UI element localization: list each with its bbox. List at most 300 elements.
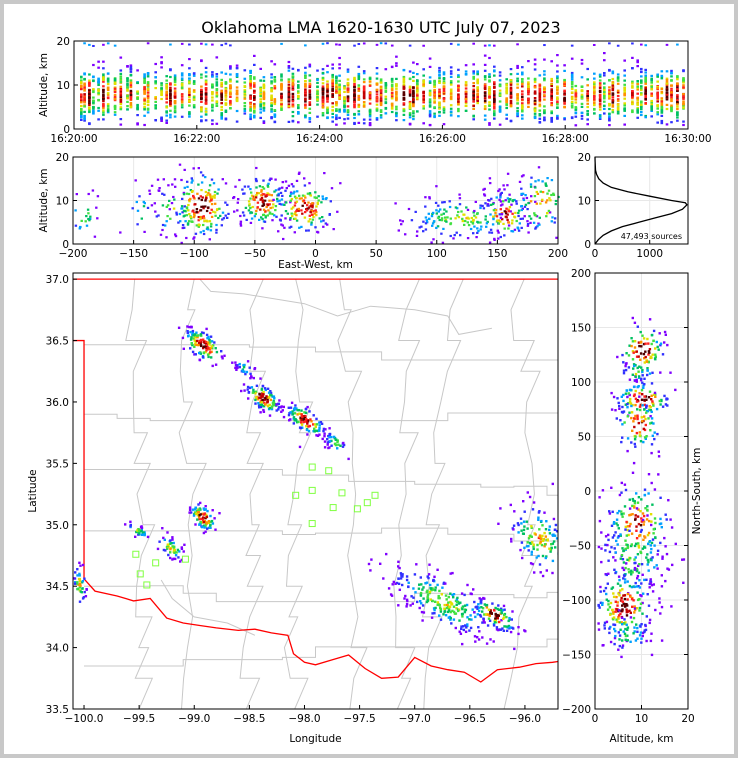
- time-height-source: [343, 118, 346, 120]
- time-height-source: [126, 89, 129, 91]
- ew-altitude-source: [173, 208, 175, 210]
- time-height-source: [391, 92, 394, 94]
- ew-altitude-source: [519, 222, 521, 224]
- time-height-source: [472, 100, 475, 102]
- time-height-source: [656, 81, 659, 83]
- time-height-source: [450, 70, 453, 72]
- plan-view-source: [493, 640, 495, 642]
- ew-altitude-source: [132, 207, 134, 209]
- time-height-source: [534, 78, 537, 80]
- ew-altitude-source: [272, 199, 274, 201]
- time-height-source: [636, 93, 639, 95]
- ew-altitude-source: [302, 205, 304, 207]
- time-height-source: [200, 94, 203, 96]
- ew-altitude-source: [280, 219, 282, 221]
- ew-altitude-source: [163, 178, 165, 180]
- time-height-source: [617, 83, 620, 85]
- time-height-source: [358, 85, 361, 87]
- ew-altitude-source: [200, 231, 202, 233]
- ew-altitude-source: [475, 201, 477, 203]
- time-height-source: [550, 78, 553, 80]
- time-height-source: [656, 74, 659, 76]
- plan-view-source: [269, 414, 271, 416]
- time-height-source: [484, 78, 487, 80]
- time-height-source: [259, 68, 262, 70]
- time-height-source: [556, 86, 559, 88]
- time-height-source: [326, 116, 329, 118]
- time-height-source: [670, 70, 673, 72]
- plan-view-source: [540, 571, 542, 573]
- plan-view-source: [406, 599, 408, 601]
- time-height-source: [249, 96, 252, 98]
- time-height-source: [270, 76, 273, 78]
- plan-view-source: [444, 610, 446, 612]
- time-height-source: [211, 123, 214, 125]
- ew-altitude-source: [283, 227, 285, 229]
- time-height-source: [617, 100, 620, 102]
- ew-altitude-source: [520, 193, 522, 195]
- time-height-source: [457, 80, 460, 82]
- time-height-source: [309, 80, 312, 82]
- ew-altitude-source: [182, 224, 184, 226]
- ew-altitude-source: [550, 194, 552, 196]
- time-height-source: [160, 120, 163, 122]
- ew-altitude-source: [463, 214, 465, 216]
- ew-altitude-source: [206, 220, 208, 222]
- ew-altitude-source: [454, 217, 456, 219]
- plan-view-source: [474, 616, 476, 618]
- ew-altitude-source: [440, 214, 442, 216]
- plan-view-source: [406, 603, 408, 605]
- ew-altitude-source: [506, 219, 508, 221]
- plan-view-source: [463, 594, 465, 596]
- time-height-source: [200, 77, 203, 79]
- ew-altitude-xlabel: East-West, km: [278, 259, 353, 271]
- time-height-source: [603, 91, 606, 93]
- time-height-source: [174, 78, 177, 80]
- time-height-source: [666, 86, 669, 88]
- time-height-source: [556, 101, 559, 103]
- county-border: [84, 586, 580, 602]
- plan-view-source: [324, 428, 326, 430]
- plan-view-source: [470, 618, 472, 620]
- ew-altitude-source: [210, 223, 212, 225]
- time-height-source: [83, 105, 86, 107]
- time-height-source: [83, 97, 86, 99]
- time-height-source: [656, 122, 659, 124]
- plan-view-source: [300, 421, 302, 423]
- time-height-source: [259, 106, 262, 108]
- time-height-source: [114, 45, 117, 47]
- ew-altitude-source: [498, 199, 500, 201]
- plan-view-source: [544, 543, 546, 545]
- time-height-source: [472, 105, 475, 107]
- time-height-source: [640, 106, 643, 108]
- time-height-source: [169, 44, 172, 46]
- plan-view-source: [215, 364, 217, 366]
- time-height-source: [385, 98, 388, 100]
- time-height-source: [543, 105, 546, 107]
- time-height-source: [380, 86, 383, 88]
- plan-view-source: [81, 587, 83, 589]
- time-height-source: [249, 80, 252, 82]
- plan-view-source: [397, 565, 399, 567]
- time-height-source: [326, 42, 329, 44]
- time-height-source: [412, 110, 415, 112]
- time-height-source: [363, 101, 366, 103]
- ew-altitude-source: [306, 204, 308, 206]
- plan-view-source: [476, 636, 478, 638]
- time-height-source: [488, 105, 491, 107]
- plan-view-source: [78, 562, 80, 564]
- time-height-source: [92, 45, 95, 47]
- ew-altitude-source: [161, 229, 163, 231]
- time-height-source: [216, 88, 219, 90]
- time-height-source: [193, 98, 196, 100]
- time-height-source: [438, 101, 441, 103]
- ew-altitude-source: [520, 218, 522, 220]
- time-height-source: [465, 84, 468, 86]
- plan-view-source: [339, 445, 341, 447]
- plan-view-source: [445, 594, 447, 596]
- time-height-source: [280, 89, 283, 91]
- time-height-source: [322, 97, 325, 99]
- time-height-source: [571, 83, 574, 85]
- ew-altitude-source: [288, 185, 290, 187]
- plan-view-source: [270, 399, 272, 401]
- plan-view-source: [538, 511, 540, 513]
- time-height-source: [608, 42, 611, 44]
- time-height-source: [259, 93, 262, 95]
- ew-altitude-source: [215, 229, 217, 231]
- ew-altitude-source: [443, 209, 445, 211]
- time-height-source: [443, 111, 446, 113]
- time-height-source: [80, 82, 83, 84]
- plan-view-source: [292, 413, 294, 415]
- ew-altitude-source: [472, 232, 474, 234]
- time-height-source: [280, 73, 283, 75]
- time-height-source: [661, 111, 664, 113]
- time-height-source: [586, 84, 589, 86]
- time-height-source: [304, 44, 307, 46]
- time-height-source: [403, 94, 406, 96]
- time-height-source: [280, 95, 283, 97]
- ew-altitude-source: [186, 186, 188, 188]
- time-height-source: [253, 55, 256, 57]
- ew-altitude-source: [330, 200, 332, 202]
- time-height-source: [363, 86, 366, 88]
- plan-view-source: [262, 393, 264, 395]
- plan-view-source: [523, 529, 525, 531]
- time-height-source: [347, 114, 350, 116]
- ew-altitude-source: [537, 193, 539, 195]
- time-height-source: [249, 103, 252, 105]
- plan-view-source: [247, 388, 249, 390]
- time-height-source: [395, 112, 398, 114]
- time-height-source: [409, 70, 412, 72]
- time-height-source: [650, 82, 653, 84]
- ew-altitude-source: [484, 218, 486, 220]
- ew-altitude-source: [549, 199, 551, 201]
- plan-view-source: [410, 595, 412, 597]
- time-height-source: [403, 91, 406, 93]
- time-height-source: [126, 83, 129, 85]
- plan-view-source: [190, 326, 192, 328]
- time-height-source: [376, 100, 379, 102]
- ew-altitude-source: [259, 185, 261, 187]
- time-height-source: [126, 77, 129, 79]
- ew-altitude-source: [527, 223, 529, 225]
- ew-altitude-source: [184, 205, 186, 207]
- time-height-source: [369, 78, 372, 80]
- ew-altitude-source: [267, 209, 269, 211]
- time-height-source: [409, 123, 412, 125]
- plan-view-source: [531, 551, 533, 553]
- time-height-source: [331, 76, 334, 78]
- plan-view-source: [379, 563, 381, 565]
- plan-view-source: [129, 521, 131, 523]
- time-height-source: [270, 60, 273, 62]
- ew-altitude-source: [459, 234, 461, 236]
- plan-view-source: [198, 524, 200, 526]
- time-height-source: [181, 98, 184, 100]
- ew-altitude-source: [508, 224, 510, 226]
- time-height-source: [120, 89, 123, 91]
- plan-view-source: [447, 601, 449, 603]
- time-height-source: [188, 81, 191, 83]
- time-height-source: [380, 78, 383, 80]
- plan-view-source: [547, 539, 549, 541]
- ew-altitude-source: [433, 220, 435, 222]
- ew-altitude-source: [281, 195, 283, 197]
- time-height-source: [472, 72, 475, 74]
- time-height-source: [593, 86, 596, 88]
- plan-view-source: [536, 544, 538, 546]
- time-height-source: [358, 43, 361, 45]
- time-height-source: [120, 81, 123, 83]
- time-height-source: [331, 80, 334, 82]
- time-height-source: [154, 101, 157, 103]
- plan-view-source: [438, 597, 440, 599]
- ew-altitude-source: [200, 216, 202, 218]
- time-height-source: [472, 108, 475, 110]
- time-height-source: [612, 111, 615, 113]
- time-height-source: [676, 111, 679, 113]
- plan-view-source: [520, 518, 522, 520]
- ew-altitude-source: [309, 218, 311, 220]
- time-height-source: [543, 119, 546, 121]
- time-height-source: [211, 119, 214, 121]
- plan-view-source: [488, 618, 490, 620]
- time-height-source: [174, 88, 177, 90]
- time-height-source: [80, 76, 83, 78]
- time-height-source: [347, 100, 350, 102]
- plan-view-source: [306, 433, 308, 435]
- time-height-source: [666, 104, 669, 106]
- time-height-source: [147, 97, 150, 99]
- time-height-source: [181, 93, 184, 95]
- plan-view-source: [510, 538, 512, 540]
- time-height-source: [181, 96, 184, 98]
- time-height-source: [211, 44, 214, 46]
- plan-view-source: [326, 438, 328, 440]
- plan-view-source: [76, 568, 78, 570]
- plan-view-source: [200, 333, 202, 335]
- time-height-source: [174, 74, 177, 76]
- time-height-source: [297, 96, 300, 98]
- ew-altitude-source: [277, 230, 279, 232]
- plan-view-source: [448, 596, 450, 598]
- time-height-source: [120, 124, 123, 126]
- plan-view-source: [283, 406, 285, 408]
- ew-altitude-source: [138, 195, 140, 197]
- ew-altitude-source: [439, 208, 441, 210]
- plan-view-source: [456, 604, 458, 606]
- plan-view-source: [273, 397, 275, 399]
- plan-view-source: [164, 549, 166, 551]
- plan-view-source: [435, 586, 437, 588]
- plan-view-source: [548, 548, 550, 550]
- time-height-source: [160, 87, 163, 89]
- time-height-source: [358, 122, 361, 124]
- time-height-source: [521, 81, 524, 83]
- time-height-source: [644, 93, 647, 95]
- time-height-source: [581, 90, 584, 92]
- plan-view-source: [530, 525, 532, 527]
- plan-view-source: [221, 357, 223, 359]
- plan-view-source: [268, 396, 270, 398]
- plan-view-source: [82, 564, 84, 566]
- plan-view-source: [531, 553, 533, 555]
- county-border: [394, 279, 420, 709]
- time-height-source: [623, 115, 626, 117]
- time-height-source: [676, 114, 679, 116]
- ew-altitude-source: [210, 229, 212, 231]
- time-height-source: [412, 101, 415, 103]
- plan-view-source: [241, 370, 243, 372]
- plan-view-source: [449, 593, 451, 595]
- time-height-tick-label-x: 16:24:00: [296, 133, 344, 145]
- ew-altitude-source: [168, 200, 170, 202]
- time-height-source: [229, 78, 232, 80]
- plan-view-source: [309, 418, 311, 420]
- time-height-source: [676, 120, 679, 122]
- ew-altitude-source: [476, 221, 478, 223]
- time-height-source: [236, 93, 239, 95]
- ew-altitude-source: [271, 219, 273, 221]
- time-height-source: [369, 81, 372, 83]
- time-height-source: [450, 73, 453, 75]
- time-height-source: [476, 96, 479, 98]
- time-height-source: [220, 102, 223, 104]
- time-height-source: [338, 90, 341, 92]
- plan-view-source: [496, 614, 498, 616]
- ew-altitude-source: [463, 224, 465, 226]
- plan-view-source: [517, 531, 519, 533]
- time-height-source: [433, 93, 436, 95]
- ew-altitude-source: [260, 191, 262, 193]
- time-height-source: [484, 105, 487, 107]
- time-height-source: [322, 72, 325, 74]
- time-height-source: [510, 79, 513, 81]
- ew-altitude-source: [456, 214, 458, 216]
- time-height-source: [385, 107, 388, 109]
- ew-altitude-source: [87, 209, 89, 211]
- time-height-source: [229, 96, 232, 98]
- time-height-source: [316, 93, 319, 95]
- time-height-tick-label-x: 16:20:00: [50, 133, 98, 145]
- time-height-source: [335, 114, 338, 116]
- plan-view-source: [540, 520, 542, 522]
- plan-view-source: [275, 403, 277, 405]
- time-height-source: [656, 113, 659, 115]
- time-height-source: [457, 103, 460, 105]
- station-marker: [309, 464, 315, 470]
- ew-altitude-source: [211, 196, 213, 198]
- time-height-source: [510, 68, 513, 70]
- time-height-source: [493, 107, 496, 109]
- plan-view-source: [457, 610, 459, 612]
- time-height-source: [608, 97, 611, 99]
- time-height-source: [225, 104, 228, 106]
- time-height-source: [376, 73, 379, 75]
- plan-view-source: [259, 377, 261, 379]
- time-height-source: [363, 42, 366, 44]
- ew-altitude-source: [213, 182, 215, 184]
- time-height-source: [422, 92, 425, 94]
- time-height-source: [316, 79, 319, 81]
- time-height-source: [205, 113, 208, 115]
- ew-altitude-source: [517, 227, 519, 229]
- time-height-source: [280, 76, 283, 78]
- time-height-source: [211, 91, 214, 93]
- ew-altitude-source: [210, 199, 212, 201]
- time-height-source: [422, 45, 425, 47]
- time-height-source: [274, 100, 277, 102]
- time-height-source: [593, 98, 596, 100]
- time-height-source: [593, 73, 596, 75]
- time-height-source: [539, 98, 542, 100]
- ew-altitude-source: [315, 205, 317, 207]
- ew-altitude-source: [542, 191, 544, 193]
- plan-view-source: [261, 401, 263, 403]
- ew-altitude-source: [309, 211, 311, 213]
- plan-view-source: [196, 340, 198, 342]
- ew-altitude-tick-label-x: −100: [179, 248, 209, 260]
- time-height-source: [488, 44, 491, 46]
- ew-altitude-source: [278, 200, 280, 202]
- time-height-source: [581, 59, 584, 61]
- time-height-source: [433, 113, 436, 115]
- ew-altitude-source: [255, 186, 257, 188]
- time-height-source: [608, 113, 611, 115]
- plan-view-source: [202, 339, 204, 341]
- ew-altitude-source: [151, 204, 153, 206]
- time-height-source: [338, 44, 341, 46]
- ew-altitude-source: [310, 221, 312, 223]
- ew-altitude-source: [86, 225, 88, 227]
- time-height-source: [369, 119, 372, 121]
- plan-view-source: [209, 515, 211, 517]
- time-height-source: [395, 62, 398, 64]
- time-height-source: [563, 118, 566, 120]
- time-height-source: [617, 73, 620, 75]
- plan-view-source: [553, 540, 555, 542]
- time-height-source: [107, 42, 110, 44]
- time-height-source: [472, 70, 475, 72]
- plan-view-source: [497, 604, 499, 606]
- plan-view-source: [204, 526, 206, 528]
